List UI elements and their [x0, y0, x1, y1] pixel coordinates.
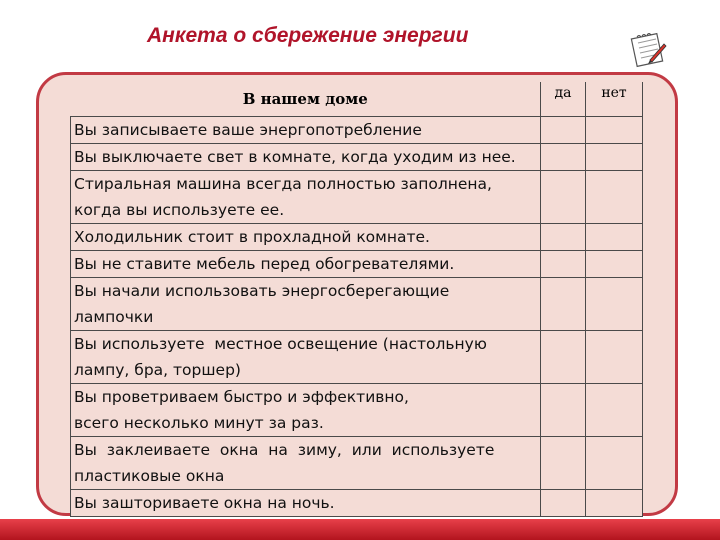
table-row — [71, 116, 643, 143]
column-header-yes: да — [541, 82, 586, 116]
table-row — [71, 330, 643, 383]
question-text: Вы проветриваем быстро и эффективно, — [74, 387, 409, 406]
answer-cell-no[interactable] — [586, 143, 643, 170]
column-header-no: нет — [586, 82, 643, 116]
table-row — [71, 436, 643, 489]
answer-cell-yes[interactable] — [541, 489, 586, 516]
question-text: Вы начали использовать энергосберегающие — [74, 281, 450, 300]
table-row — [71, 170, 643, 223]
question-text: Вы используете местное освещение (настольную — [74, 334, 487, 353]
answer-cell-no[interactable] — [586, 489, 643, 516]
answer-cell-yes[interactable] — [541, 383, 586, 436]
table-row — [71, 383, 643, 436]
question-text-continued: лампочки — [74, 307, 154, 326]
answer-cell-no[interactable] — [586, 170, 643, 223]
question-text: Холодильник стоит в прохладной комнате. — [74, 227, 430, 246]
answer-cell-yes[interactable] — [541, 277, 586, 330]
answer-cell-yes[interactable] — [541, 170, 586, 223]
survey-table — [70, 82, 643, 517]
answer-cell-yes[interactable] — [541, 116, 586, 143]
question-text-continued: всего несколько минут за раз. — [74, 413, 324, 432]
answer-cell-yes[interactable] — [541, 143, 586, 170]
answer-cell-yes[interactable] — [541, 436, 586, 489]
table-row — [71, 143, 643, 170]
question-text: Вы заклеиваете окна на зиму, или используете — [74, 440, 495, 459]
question-text-continued: когда вы используете ее. — [74, 200, 285, 219]
answer-cell-yes[interactable] — [541, 250, 586, 277]
question-text: Вы зашториваете окна на ночь. — [74, 493, 335, 512]
question-text: Вы не ставите мебель перед обогревателями. — [74, 254, 455, 273]
page-title: Анкета о сбережение энергии — [147, 24, 469, 47]
question-text: Стиральная машина всегда полностью заполнена, — [74, 174, 492, 193]
answer-cell-no[interactable] — [586, 330, 643, 383]
answer-cell-no[interactable] — [586, 250, 643, 277]
question-text: Вы выключаете свет в комнате, когда уходим из нее. — [74, 147, 516, 166]
table-header: В нашем доме — [71, 82, 541, 116]
answer-cell-no[interactable] — [586, 436, 643, 489]
table-row — [71, 489, 643, 516]
question-text-continued: лампу, бра, торшер) — [74, 360, 241, 379]
answer-cell-no[interactable] — [586, 277, 643, 330]
table-header-row — [71, 82, 643, 116]
answer-cell-yes[interactable] — [541, 330, 586, 383]
table-row — [71, 223, 643, 250]
question-text-continued: пластиковые окна — [74, 466, 225, 485]
answer-cell-no[interactable] — [586, 116, 643, 143]
question-text: Вы записываете ваше энергопотребление — [74, 120, 422, 139]
answer-cell-no[interactable] — [586, 223, 643, 250]
answer-cell-no[interactable] — [586, 383, 643, 436]
answer-cell-yes[interactable] — [541, 223, 586, 250]
footer-bar — [0, 519, 720, 540]
table-row — [71, 250, 643, 277]
notepad-pencil-icon — [628, 30, 668, 70]
table-row — [71, 277, 643, 330]
